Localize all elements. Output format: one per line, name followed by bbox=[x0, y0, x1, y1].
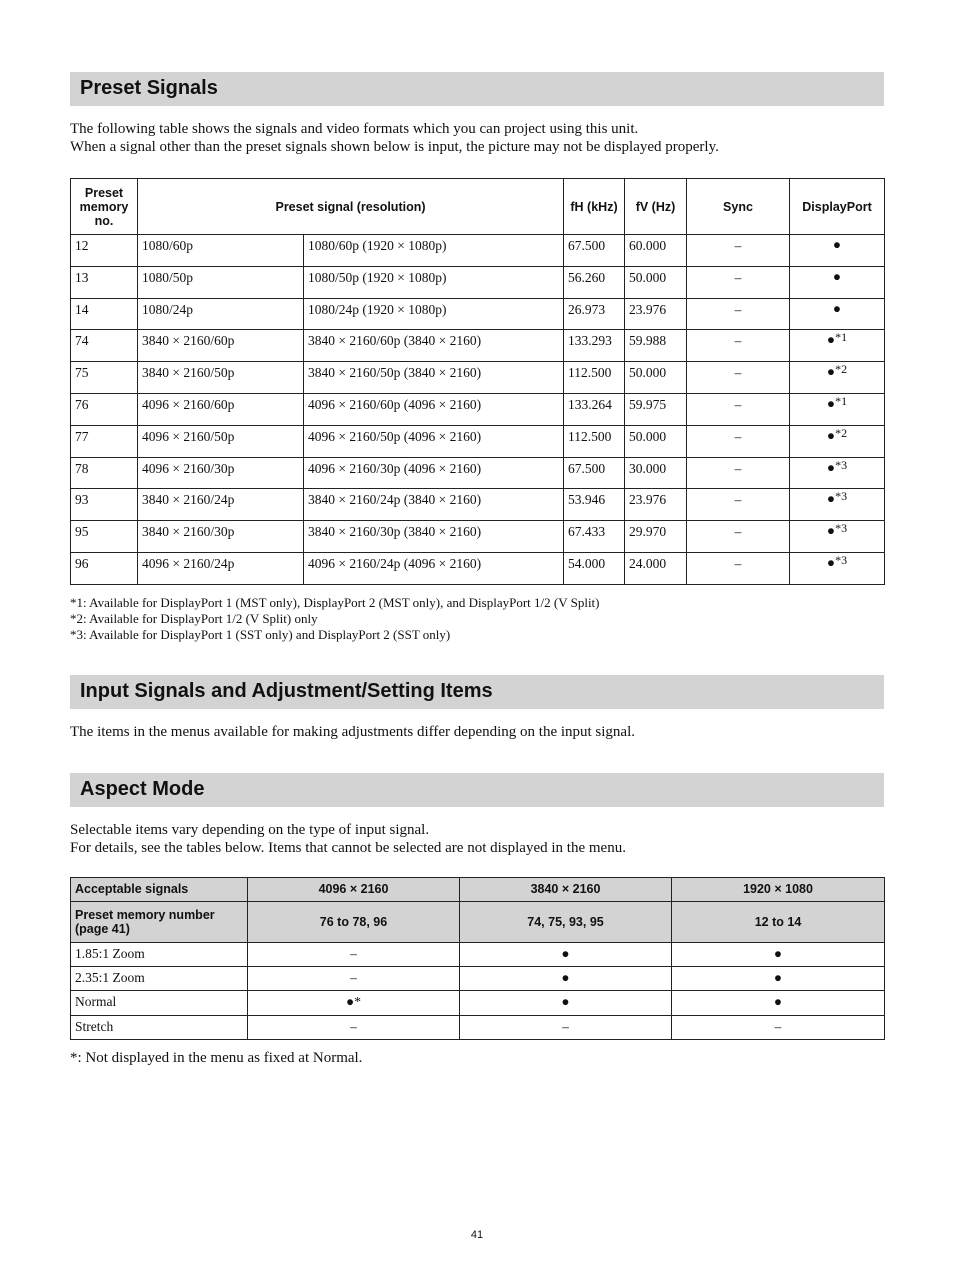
cell-signal: 3840 × 2160/30p bbox=[138, 521, 304, 553]
cell-1920: ● bbox=[672, 967, 885, 991]
table-header-row bbox=[71, 179, 885, 235]
cell-displayport bbox=[790, 425, 885, 457]
preset-table-body bbox=[71, 235, 885, 585]
cell-displayport bbox=[790, 393, 885, 425]
table-row bbox=[71, 521, 885, 553]
section-heading-input-signals: Input Signals and Adjustment/Setting Items bbox=[70, 675, 884, 709]
cell-displayport-note: *1 bbox=[835, 393, 848, 408]
cell-sync: – bbox=[687, 330, 790, 362]
cell-fh: 26.973 bbox=[564, 298, 625, 330]
cell-displayport bbox=[790, 457, 885, 489]
cell-fv: 30.000 bbox=[625, 457, 687, 489]
cell-1920: ● bbox=[672, 991, 885, 1015]
cell-displayport bbox=[790, 489, 885, 521]
table-row bbox=[71, 266, 885, 298]
table-row bbox=[71, 552, 885, 584]
cell-fh: 56.260 bbox=[564, 266, 625, 298]
table-row bbox=[71, 298, 885, 330]
table-row bbox=[71, 942, 885, 966]
cell-sync: – bbox=[687, 521, 790, 553]
header-1920: 1920 × 1080 bbox=[672, 877, 885, 901]
preset-notes bbox=[70, 595, 884, 643]
cell-resolution: 3840 × 2160/50p (3840 × 2160) bbox=[304, 362, 564, 394]
preset-signals-table bbox=[70, 178, 885, 585]
section-heading-preset-signals: Preset Signals bbox=[70, 72, 884, 106]
cell-resolution: 4096 × 2160/50p (4096 × 2160) bbox=[304, 425, 564, 457]
cell-displayport-note: *3 bbox=[835, 552, 848, 567]
cell-fv: 23.976 bbox=[625, 489, 687, 521]
cell-displayport-note: *3 bbox=[835, 489, 848, 504]
header-fh: fH (kHz) bbox=[564, 179, 625, 235]
header-3840: 3840 × 2160 bbox=[460, 877, 672, 901]
cell-resolution: 4096 × 2160/30p (4096 × 2160) bbox=[304, 457, 564, 489]
header-range-1920: 12 to 14 bbox=[672, 901, 885, 942]
cell-aspect-label: 2.35:1 Zoom bbox=[71, 967, 248, 991]
cell-fh: 112.500 bbox=[564, 425, 625, 457]
intro-paragraph-2: When a signal other than the preset signals shown below is input, the picture may not be displayed properly. bbox=[70, 139, 719, 155]
cell-displayport bbox=[790, 552, 885, 584]
cell-memory-no: 78 bbox=[71, 457, 138, 489]
header-range-3840: 74, 75, 93, 95 bbox=[460, 901, 672, 942]
cell-memory-no: 96 bbox=[71, 552, 138, 584]
cell-sync: – bbox=[687, 235, 790, 267]
cell-resolution: 4096 × 2160/60p (4096 × 2160) bbox=[304, 393, 564, 425]
cell-signal: 4096 × 2160/60p bbox=[138, 393, 304, 425]
aspect-footnote: *: Not displayed in the menu as fixed at Normal. bbox=[70, 1049, 363, 1066]
cell-4096: – bbox=[248, 942, 460, 966]
aspect-table-body bbox=[71, 942, 885, 1039]
cell-fv: 50.000 bbox=[625, 362, 687, 394]
section-heading-aspect-mode: Aspect Mode bbox=[70, 773, 884, 807]
note-2: *2: Available for DisplayPort 1/2 (V Split) only bbox=[70, 610, 318, 626]
cell-aspect-label: 1.85:1 Zoom bbox=[71, 942, 248, 966]
cell-fv: 50.000 bbox=[625, 266, 687, 298]
cell-fh: 54.000 bbox=[564, 552, 625, 584]
note-1: *1: Available for DisplayPort 1 (MST only), DisplayPort 2 (MST only), and DisplayPort 1/2 (V Split) bbox=[70, 594, 600, 610]
cell-displayport-mark: ● bbox=[832, 237, 842, 252]
table-row bbox=[71, 362, 885, 394]
cell-sync: – bbox=[687, 266, 790, 298]
aspect-paragraph-2: For details, see the tables below. Items that cannot be selected are not displayed in the menu. bbox=[70, 839, 626, 856]
cell-displayport bbox=[790, 521, 885, 553]
cell-3840: ● bbox=[460, 942, 672, 966]
cell-sync: – bbox=[687, 393, 790, 425]
cell-displayport-mark: ● bbox=[826, 427, 836, 443]
cell-sync: – bbox=[687, 298, 790, 330]
cell-resolution: 1080/60p (1920 × 1080p) bbox=[304, 235, 564, 267]
cell-fh: 53.946 bbox=[564, 489, 625, 521]
cell-displayport-mark: ● bbox=[826, 395, 836, 411]
cell-displayport-note: *3 bbox=[835, 521, 848, 536]
intro-paragraph-1: The following table shows the signals and video formats which you can project using this unit. bbox=[70, 121, 639, 137]
cell-fh: 67.500 bbox=[564, 457, 625, 489]
cell-resolution: 3840 × 2160/60p (3840 × 2160) bbox=[304, 330, 564, 362]
cell-4096: ●* bbox=[248, 991, 460, 1015]
cell-fv: 60.000 bbox=[625, 235, 687, 267]
cell-displayport-note: *2 bbox=[835, 425, 848, 440]
table-header-row bbox=[71, 877, 885, 901]
cell-resolution: 3840 × 2160/30p (3840 × 2160) bbox=[304, 521, 564, 553]
cell-3840: ● bbox=[460, 991, 672, 1015]
cell-displayport-mark: ● bbox=[832, 268, 842, 284]
cell-signal: 4096 × 2160/50p bbox=[138, 425, 304, 457]
cell-memory-no: 12 bbox=[71, 235, 138, 267]
cell-fv: 50.000 bbox=[625, 425, 687, 457]
cell-fv: 59.988 bbox=[625, 330, 687, 362]
header-range-4096: 76 to 78, 96 bbox=[248, 901, 460, 942]
aspect-mode-table bbox=[70, 877, 885, 1040]
cell-aspect-label: Stretch bbox=[71, 1015, 248, 1039]
table-row bbox=[71, 235, 885, 267]
table-row bbox=[71, 457, 885, 489]
header-sync: Sync bbox=[687, 179, 790, 235]
cell-sync: – bbox=[687, 362, 790, 394]
table-header-row bbox=[71, 901, 885, 942]
cell-displayport bbox=[790, 266, 885, 298]
cell-fh: 67.500 bbox=[564, 235, 625, 267]
cell-3840: ● bbox=[460, 967, 672, 991]
cell-aspect-label: Normal bbox=[71, 991, 248, 1015]
cell-resolution: 1080/50p (1920 × 1080p) bbox=[304, 266, 564, 298]
header-preset-signal: Preset signal (resolution) bbox=[138, 179, 564, 235]
cell-3840: – bbox=[460, 1015, 672, 1039]
cell-memory-no: 93 bbox=[71, 489, 138, 521]
cell-fh: 133.264 bbox=[564, 393, 625, 425]
table-row bbox=[71, 1015, 885, 1039]
cell-4096: – bbox=[248, 1015, 460, 1039]
table-row bbox=[71, 330, 885, 362]
page-content bbox=[70, 72, 884, 1067]
header-fv: fV (Hz) bbox=[625, 179, 687, 235]
cell-4096: – bbox=[248, 967, 460, 991]
cell-signal: 1080/50p bbox=[138, 266, 304, 298]
cell-fv: 29.970 bbox=[625, 521, 687, 553]
aspect-paragraph-1: Selectable items vary depending on the type of input signal. bbox=[70, 821, 430, 838]
cell-memory-no: 75 bbox=[71, 362, 138, 394]
note-3: *3: Available for DisplayPort 1 (SST only) and DisplayPort 2 (SST only) bbox=[70, 626, 451, 642]
cell-displayport-note: *2 bbox=[835, 362, 848, 377]
cell-memory-no: 74 bbox=[71, 330, 138, 362]
cell-signal: 3840 × 2160/24p bbox=[138, 489, 304, 521]
cell-signal: 1080/24p bbox=[138, 298, 304, 330]
cell-memory-no: 77 bbox=[71, 425, 138, 457]
header-acceptable-signals: Acceptable signals bbox=[71, 877, 248, 901]
cell-displayport-mark: ● bbox=[826, 554, 836, 570]
cell-memory-no: 95 bbox=[71, 521, 138, 553]
cell-displayport-mark: ● bbox=[826, 459, 836, 475]
cell-resolution: 3840 × 2160/24p (3840 × 2160) bbox=[304, 489, 564, 521]
cell-memory-no: 76 bbox=[71, 393, 138, 425]
table-row bbox=[71, 425, 885, 457]
cell-sync: – bbox=[687, 457, 790, 489]
cell-1920: ● bbox=[672, 942, 885, 966]
cell-displayport-mark: ● bbox=[832, 300, 842, 316]
cell-displayport-mark: ● bbox=[826, 364, 836, 380]
cell-fh: 67.433 bbox=[564, 521, 625, 553]
cell-signal: 4096 × 2160/24p bbox=[138, 552, 304, 584]
cell-sync: – bbox=[687, 425, 790, 457]
cell-memory-no: 14 bbox=[71, 298, 138, 330]
cell-displayport-note: *1 bbox=[835, 330, 848, 345]
table-row bbox=[71, 991, 885, 1015]
cell-sync: – bbox=[687, 552, 790, 584]
header-displayport: DisplayPort bbox=[790, 179, 885, 235]
cell-displayport bbox=[790, 362, 885, 394]
cell-fv: 24.000 bbox=[625, 552, 687, 584]
input-signals-paragraph: The items in the menus available for making adjustments differ depending on the input signal. bbox=[70, 723, 636, 740]
cell-1920: – bbox=[672, 1015, 885, 1039]
cell-fv: 59.975 bbox=[625, 393, 687, 425]
header-4096: 4096 × 2160 bbox=[248, 877, 460, 901]
cell-resolution: 1080/24p (1920 × 1080p) bbox=[304, 298, 564, 330]
cell-signal: 4096 × 2160/30p bbox=[138, 457, 304, 489]
cell-fh: 133.293 bbox=[564, 330, 625, 362]
cell-signal: 3840 × 2160/50p bbox=[138, 362, 304, 394]
cell-displayport-mark: ● bbox=[826, 332, 836, 348]
cell-fv: 23.976 bbox=[625, 298, 687, 330]
cell-displayport bbox=[790, 298, 885, 330]
page-number: 41 bbox=[470, 1229, 484, 1241]
cell-displayport-mark: ● bbox=[826, 523, 836, 539]
cell-fh: 112.500 bbox=[564, 362, 625, 394]
table-row bbox=[71, 393, 885, 425]
cell-memory-no: 13 bbox=[71, 266, 138, 298]
cell-displayport bbox=[790, 330, 885, 362]
cell-displayport-note: *3 bbox=[835, 457, 848, 472]
cell-resolution: 4096 × 2160/24p (4096 × 2160) bbox=[304, 552, 564, 584]
table-row bbox=[71, 489, 885, 521]
cell-signal: 1080/60p bbox=[138, 235, 304, 267]
cell-signal: 3840 × 2160/60p bbox=[138, 330, 304, 362]
header-memory-no: Preset memory no. bbox=[71, 179, 138, 235]
cell-displayport bbox=[790, 235, 885, 267]
cell-displayport-mark: ● bbox=[826, 491, 836, 507]
header-preset-memory-number: Preset memory number (page 41) bbox=[71, 901, 248, 942]
cell-sync: – bbox=[687, 489, 790, 521]
table-row bbox=[71, 967, 885, 991]
